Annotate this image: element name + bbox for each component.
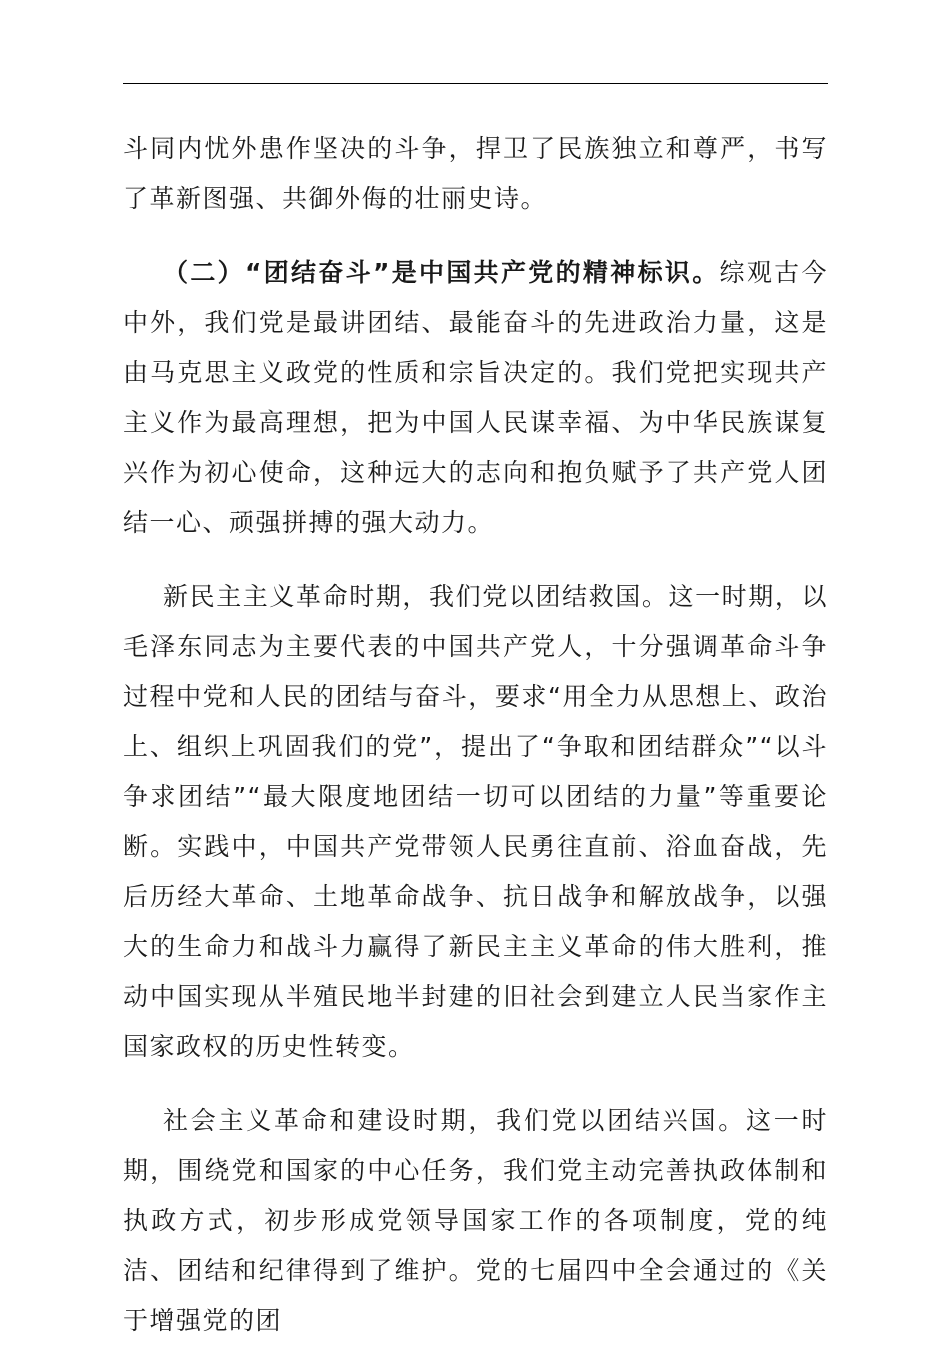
paragraph-section-two bbox=[123, 248, 828, 548]
header-rule bbox=[123, 83, 828, 84]
section-heading: （二）“团结奋斗”是中国共产党的精神标识。 bbox=[163, 258, 720, 287]
paragraph-socialist-revolution: 社会主义革命和建设时期，我们党以团结兴国。这一时期，围绕党和国家的中心任务，我们党主动完善执政体制和执政方式，初步形成党领导国家工作的各项制度，党的纯洁、团结和纪律得到了维护。党的七届四中全会通过的《关于增强党的团 bbox=[123, 1106, 828, 1335]
document-body bbox=[123, 124, 828, 1370]
paragraph-text: 综观古今中外，我们党是最讲团结、最能奋斗的先进政治力量，这是由马克思主义政党的性质和宗旨决定的。我们党把实现共产主义作为最高理想，把为中国人民谋幸福、为中华民族谋复兴作为初心使命，这种远大的志向和抱负赋予了共产党人团结一心、顽强拼搏的强大动力。 bbox=[123, 258, 828, 537]
paragraph-continuation: 斗同内忧外患作坚决的斗争，捍卫了民族独立和尊严，书写了革新图强、共御外侮的壮丽史诗。 bbox=[123, 134, 828, 213]
paragraph-new-democratic-revolution: 新民主主义革命时期，我们党以团结救国。这一时期，以毛泽东同志为主要代表的中国共产党人，十分强调革命斗争过程中党和人民的团结与奋斗，要求“用全力从思想上、政治上、组织上巩固我们的党”，提出了“争取和团结群众”“以斗争求团结”“最大限度地团结一切可以团结的力量”等重要论断。实践中，中国共产党带领人民勇往直前、浴血奋战，先后历经大革命、土地革命战争、抗日战争和解放战争，以强大的生命力和战斗力赢得了新民主主义革命的伟大胜利，推动中国实现从半殖民地半封建的旧社会到建立人民当家作主国家政权的历史性转变。 bbox=[123, 582, 828, 1061]
